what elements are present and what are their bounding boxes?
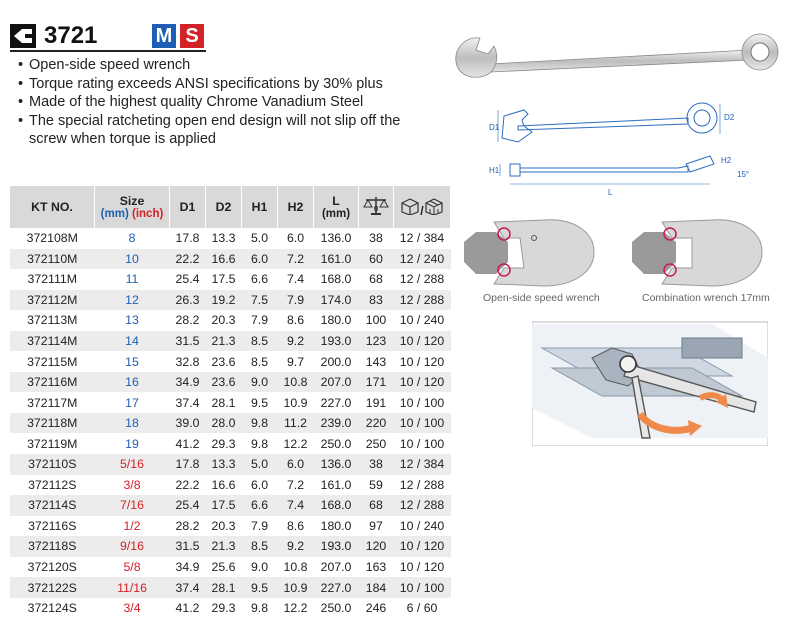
cell-size: 1/2 bbox=[123, 518, 141, 533]
cell-h2: 9.7 bbox=[286, 354, 305, 369]
cell-h1: 5.0 bbox=[250, 231, 269, 246]
cell-d2: 16.6 bbox=[211, 477, 236, 492]
cell-length: 227.0 bbox=[314, 577, 359, 598]
col-d2: D2 bbox=[206, 186, 242, 228]
cell-size: 14 bbox=[95, 331, 170, 352]
cell-h2: 9.2 bbox=[278, 331, 314, 352]
cell-length: 180.0 bbox=[320, 313, 352, 328]
table-header-row bbox=[10, 186, 451, 228]
cell-d1: 26.3 bbox=[170, 290, 206, 311]
dim-l: L bbox=[608, 188, 613, 197]
cell-h2: 12.2 bbox=[283, 436, 308, 451]
cell-size: 5/16 bbox=[95, 454, 170, 475]
cell-h2: 7.9 bbox=[278, 290, 314, 311]
cell-size: 16 bbox=[95, 372, 170, 393]
product-header bbox=[10, 22, 210, 52]
cell-kt-no: 372110S bbox=[10, 454, 95, 475]
cell-d2: 25.6 bbox=[211, 560, 236, 575]
cell-h2: 10.8 bbox=[283, 560, 308, 575]
col-packing bbox=[394, 186, 451, 228]
cell-length: 193.0 bbox=[314, 331, 359, 352]
cell-h2: 8.6 bbox=[286, 313, 305, 328]
cell-packing: 12 / 288 bbox=[394, 495, 451, 516]
col-length-unit: (mm) bbox=[321, 208, 351, 220]
cell-h1: 9.8 bbox=[250, 436, 269, 451]
feature-list bbox=[18, 56, 428, 149]
col-size-inch: (inch) bbox=[132, 208, 164, 220]
cell-packing: 12 / 384 bbox=[399, 231, 445, 246]
usage-illustration bbox=[532, 318, 768, 446]
table-row bbox=[10, 454, 451, 475]
cell-d1: 37.4 bbox=[170, 577, 206, 598]
imperial-badge: S bbox=[180, 24, 204, 48]
table-row bbox=[10, 310, 451, 331]
cell-length: 207.0 bbox=[314, 372, 359, 393]
cell-length: 161.0 bbox=[320, 477, 352, 492]
table-row bbox=[10, 290, 451, 311]
cell-weight: 59 bbox=[369, 477, 383, 492]
cell-length: 250.0 bbox=[320, 436, 352, 451]
cell-kt-no: 372116M bbox=[10, 372, 95, 393]
cell-kt-no: 372118M bbox=[10, 413, 95, 434]
cell-h1: 6.6 bbox=[242, 495, 278, 516]
cell-size: 5/8 bbox=[123, 560, 141, 575]
cell-kt-no: 372115M bbox=[27, 354, 78, 369]
cell-kt-no: 372114M bbox=[10, 331, 95, 352]
cell-d1: 31.5 bbox=[170, 331, 206, 352]
cell-kt-no: 372119M bbox=[27, 436, 78, 451]
cell-kt-no: 372117M bbox=[27, 395, 78, 410]
cell-size: 18 bbox=[95, 413, 170, 434]
cell-size: 15 bbox=[125, 354, 139, 369]
cell-packing: 12 / 288 bbox=[399, 477, 445, 492]
cell-h1: 8.5 bbox=[250, 354, 269, 369]
cell-d1: 34.9 bbox=[175, 560, 200, 575]
cell-weight: 60 bbox=[359, 249, 394, 270]
cell-d1: 28.2 bbox=[175, 313, 200, 328]
cell-h1: 8.5 bbox=[242, 536, 278, 557]
table-row bbox=[10, 249, 451, 270]
cell-kt-no: 372112S bbox=[28, 477, 77, 492]
weight-unit: g bbox=[373, 204, 379, 212]
cell-d2: 17.5 bbox=[211, 272, 236, 287]
cell-d1: 39.0 bbox=[170, 413, 206, 434]
cell-d1: 22.2 bbox=[175, 477, 200, 492]
cell-packing: 10 / 240 bbox=[399, 313, 445, 328]
col-size-label: Size bbox=[119, 194, 145, 208]
cell-h1: 9.0 bbox=[242, 372, 278, 393]
wrench-photo bbox=[450, 28, 780, 88]
cell-length: 200.0 bbox=[320, 354, 352, 369]
cell-size: 17 bbox=[125, 395, 139, 410]
feature-item: • The special ratcheting open end design will not slip off the screw when torque is applied bbox=[18, 112, 428, 149]
cell-length: 250.0 bbox=[320, 601, 352, 616]
cell-h1: 8.5 bbox=[242, 331, 278, 352]
caption-open-side: Open-side speed wrench bbox=[483, 292, 600, 304]
table-row bbox=[10, 536, 451, 557]
cell-weight: 38 bbox=[359, 454, 394, 475]
cell-weight: 184 bbox=[359, 577, 394, 598]
cell-h2: 10.9 bbox=[278, 577, 314, 598]
cell-d1: 41.2 bbox=[175, 436, 200, 451]
box-icon bbox=[400, 197, 420, 215]
cell-length: 161.0 bbox=[314, 249, 359, 270]
cell-kt-no: 372108M bbox=[26, 231, 78, 246]
cell-h2: 9.2 bbox=[278, 536, 314, 557]
cell-length: 207.0 bbox=[320, 560, 352, 575]
feature-item: • Torque rating exceeds ANSI specifications by 30% plus bbox=[18, 75, 428, 94]
cell-length: 136.0 bbox=[314, 454, 359, 475]
table-row bbox=[10, 495, 451, 516]
cell-h1: 9.8 bbox=[250, 601, 269, 616]
cell-packing: 10 / 120 bbox=[399, 560, 445, 575]
cell-d2: 28.1 bbox=[206, 577, 242, 598]
col-h1: H1 bbox=[242, 186, 278, 228]
cell-packing: 10 / 120 bbox=[394, 331, 451, 352]
cell-h1: 9.5 bbox=[250, 395, 269, 410]
cell-weight: 38 bbox=[369, 231, 383, 246]
cell-size: 11/16 bbox=[95, 577, 170, 598]
cell-h2: 11.2 bbox=[278, 413, 314, 434]
cell-kt-no: 372112M bbox=[10, 290, 95, 311]
header-underline bbox=[10, 50, 206, 52]
cell-weight: 246 bbox=[365, 601, 387, 616]
cell-h2: 8.6 bbox=[286, 518, 305, 533]
cell-h2: 7.4 bbox=[286, 272, 305, 287]
spec-table bbox=[10, 186, 451, 618]
cell-size: 10 bbox=[95, 249, 170, 270]
cell-size: 9/16 bbox=[95, 536, 170, 557]
cell-packing: 10 / 120 bbox=[394, 372, 451, 393]
combination-wrench-illustration bbox=[632, 218, 772, 290]
cell-weight: 97 bbox=[369, 518, 383, 533]
side-view-drawing bbox=[488, 152, 748, 198]
cell-h2: 7.2 bbox=[278, 249, 314, 270]
cell-d1: 25.4 bbox=[175, 272, 200, 287]
cell-d1: 25.4 bbox=[170, 495, 206, 516]
cell-h2: 6.0 bbox=[278, 454, 314, 475]
cell-kt-no: 372110M bbox=[10, 249, 95, 270]
cell-weight: 163 bbox=[365, 560, 387, 575]
dim-d1: D1 bbox=[489, 123, 500, 132]
cell-packing: 10 / 100 bbox=[399, 395, 445, 410]
cell-size: 12 bbox=[95, 290, 170, 311]
cell-h2: 7.2 bbox=[286, 477, 305, 492]
col-d1: D1 bbox=[170, 186, 206, 228]
cell-kt-no: 372116S bbox=[28, 518, 77, 533]
cell-packing: 12 / 288 bbox=[394, 290, 451, 311]
cell-h2: 10.8 bbox=[278, 372, 314, 393]
cell-d2: 28.0 bbox=[206, 413, 242, 434]
cell-h1: 6.0 bbox=[242, 249, 278, 270]
cell-weight: 143 bbox=[365, 354, 387, 369]
cell-d2: 16.6 bbox=[206, 249, 242, 270]
cell-d1: 34.9 bbox=[170, 372, 206, 393]
cell-d2: 20.3 bbox=[211, 518, 236, 533]
cell-h1: 7.9 bbox=[250, 518, 269, 533]
cell-d2: 21.3 bbox=[206, 331, 242, 352]
spec-table-body bbox=[10, 228, 451, 618]
cell-h1: 9.8 bbox=[242, 413, 278, 434]
cell-weight: 191 bbox=[365, 395, 387, 410]
cell-size: 3/8 bbox=[123, 477, 141, 492]
table-row bbox=[10, 228, 451, 249]
cell-size: 8 bbox=[128, 231, 136, 246]
col-weight bbox=[359, 186, 394, 228]
cell-d1: 22.2 bbox=[170, 249, 206, 270]
cell-size: 11 bbox=[125, 272, 139, 287]
cell-d2: 17.5 bbox=[206, 495, 242, 516]
cell-weight: 68 bbox=[369, 272, 383, 287]
cell-d2: 20.3 bbox=[211, 313, 236, 328]
product-code: 3721 bbox=[44, 22, 98, 49]
cell-kt-no: 372114S bbox=[10, 495, 95, 516]
cell-length: 239.0 bbox=[314, 413, 359, 434]
cell-d2: 23.6 bbox=[206, 372, 242, 393]
cell-d2: 13.3 bbox=[206, 454, 242, 475]
metric-badge: M bbox=[152, 24, 176, 48]
cell-packing: 10 / 120 bbox=[399, 354, 445, 369]
feature-item: • Made of the highest quality Chrome Vanadium Steel bbox=[18, 93, 428, 112]
cell-h1: 7.5 bbox=[242, 290, 278, 311]
cell-packing: 12 / 240 bbox=[394, 249, 451, 270]
cell-size: 13 bbox=[125, 313, 139, 328]
cell-d1: 17.8 bbox=[170, 454, 206, 475]
open-side-wrench-illustration bbox=[464, 218, 604, 290]
cell-kt-no: 372120S bbox=[27, 560, 77, 575]
cell-kt-no: 372124S bbox=[27, 601, 77, 616]
cell-h1: 6.0 bbox=[250, 477, 269, 492]
cell-d1: 28.2 bbox=[175, 518, 200, 533]
table-row bbox=[10, 413, 451, 434]
cell-packing: 12 / 288 bbox=[399, 272, 445, 287]
dim-h2: H2 bbox=[721, 156, 732, 165]
table-row bbox=[10, 475, 451, 496]
cell-weight: 250 bbox=[365, 436, 387, 451]
col-length bbox=[314, 186, 359, 228]
table-row bbox=[10, 331, 451, 352]
cell-weight: 171 bbox=[359, 372, 394, 393]
table-row bbox=[10, 433, 451, 454]
dim-d2: D2 bbox=[724, 113, 735, 122]
cell-d1: 37.4 bbox=[175, 395, 200, 410]
table-row bbox=[10, 392, 451, 413]
caption-combination: Combination wrench 17mm bbox=[642, 292, 770, 304]
col-kt-no: KT NO. bbox=[10, 186, 95, 228]
cell-h2: 12.2 bbox=[283, 601, 308, 616]
cell-d2: 28.1 bbox=[211, 395, 236, 410]
cell-h2: 7.4 bbox=[278, 495, 314, 516]
cell-h1: 7.9 bbox=[250, 313, 269, 328]
cell-weight: 68 bbox=[359, 495, 394, 516]
cell-packing: 10 / 100 bbox=[394, 413, 451, 434]
cell-packing: 10 / 240 bbox=[399, 518, 445, 533]
wrench-head-icon bbox=[10, 24, 36, 48]
cell-d2: 21.3 bbox=[206, 536, 242, 557]
cell-d2: 19.2 bbox=[206, 290, 242, 311]
dim-angle: 15° bbox=[737, 170, 750, 179]
cell-packing: 10 / 100 bbox=[394, 577, 451, 598]
cell-d1: 17.8 bbox=[175, 231, 200, 246]
packing-separator: / bbox=[420, 203, 424, 218]
col-h2: H2 bbox=[278, 186, 314, 228]
cell-packing: 10 / 120 bbox=[394, 536, 451, 557]
dim-h1: H1 bbox=[489, 166, 500, 175]
cell-d2: 23.6 bbox=[211, 354, 236, 369]
col-length-label: L bbox=[332, 194, 340, 208]
cell-length: 136.0 bbox=[320, 231, 352, 246]
cell-d1: 32.8 bbox=[175, 354, 200, 369]
cell-length: 193.0 bbox=[314, 536, 359, 557]
cell-d1: 41.2 bbox=[175, 601, 200, 616]
cell-weight: 120 bbox=[359, 536, 394, 557]
table-row bbox=[10, 351, 451, 372]
cell-h2: 10.9 bbox=[283, 395, 308, 410]
table-row bbox=[10, 269, 451, 290]
cell-size: 3/4 bbox=[123, 601, 141, 616]
table-row bbox=[10, 516, 451, 537]
cell-h1: 9.0 bbox=[250, 560, 269, 575]
cell-size: 7/16 bbox=[95, 495, 170, 516]
cell-h1: 9.5 bbox=[242, 577, 278, 598]
cell-length: 168.0 bbox=[314, 495, 359, 516]
cell-size: 19 bbox=[125, 436, 139, 451]
cell-d1: 31.5 bbox=[170, 536, 206, 557]
col-size-mm: (mm) bbox=[100, 208, 129, 220]
cell-d2: 29.3 bbox=[211, 436, 236, 451]
cell-weight: 123 bbox=[359, 331, 394, 352]
cell-kt-no: 372111M bbox=[27, 272, 77, 287]
cell-weight: 100 bbox=[365, 313, 387, 328]
col-size bbox=[95, 186, 170, 228]
cell-length: 180.0 bbox=[320, 518, 352, 533]
cell-packing: 6 / 60 bbox=[406, 601, 438, 616]
cell-packing: 12 / 384 bbox=[394, 454, 451, 475]
scale-icon bbox=[363, 195, 389, 217]
cell-weight: 220 bbox=[359, 413, 394, 434]
cell-h2: 6.0 bbox=[286, 231, 305, 246]
cell-packing: 10 / 100 bbox=[399, 436, 445, 451]
cell-kt-no: 372113M bbox=[27, 313, 78, 328]
table-row bbox=[10, 557, 451, 578]
cell-d2: 13.3 bbox=[211, 231, 236, 246]
cell-kt-no: 372122S bbox=[10, 577, 95, 598]
top-view-drawing bbox=[488, 96, 748, 148]
table-row bbox=[10, 577, 451, 598]
cell-weight: 83 bbox=[359, 290, 394, 311]
cell-kt-no: 372118S bbox=[10, 536, 95, 557]
carton-icon bbox=[424, 197, 444, 215]
cell-length: 174.0 bbox=[314, 290, 359, 311]
cell-h1: 5.0 bbox=[242, 454, 278, 475]
feature-item: • Open-side speed wrench bbox=[18, 56, 428, 75]
cell-length: 168.0 bbox=[320, 272, 352, 287]
cell-d2: 29.3 bbox=[211, 601, 236, 616]
cell-h1: 6.6 bbox=[250, 272, 269, 287]
table-row bbox=[10, 372, 451, 393]
cell-length: 227.0 bbox=[320, 395, 352, 410]
